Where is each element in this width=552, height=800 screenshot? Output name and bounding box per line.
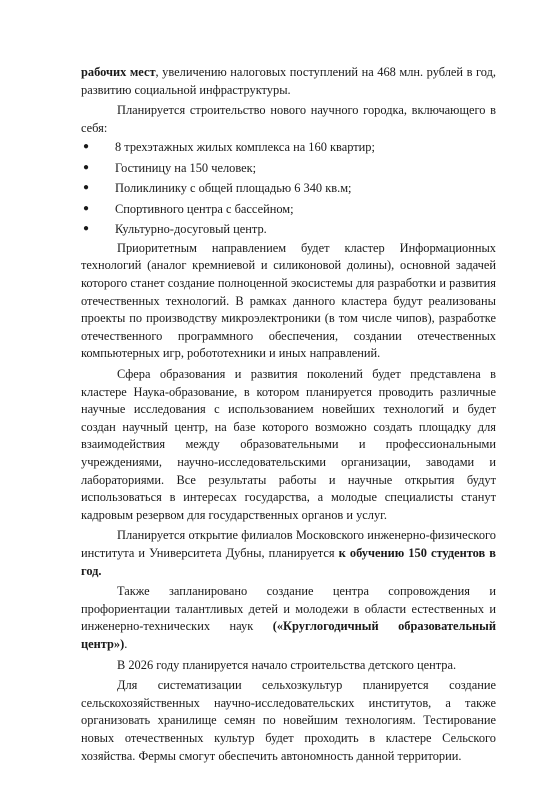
- facilities-list: [81, 137, 496, 240]
- bullet-icon: ●: [83, 223, 90, 235]
- paragraph-text: Также запланировано создание центра сопровождения и профориентации талантливых детей и молодежи в области естественных и инженерно-технических наук: [81, 584, 496, 634]
- list-item: ● Культурно-досуговый центр.: [81, 219, 496, 240]
- paragraph-talent-center: [81, 583, 496, 653]
- bullet-icon: ●: [83, 141, 90, 153]
- list-item: ● Гостиницу на 150 человек;: [81, 158, 496, 179]
- paragraph-children-center: В 2026 году планируется начало строительства детского центра.: [117, 657, 457, 672]
- paragraph-jobs: [81, 64, 496, 99]
- bold-phrase: рабочих мест: [81, 65, 156, 79]
- bold-phrase: к обучению 150 студентов в год.: [81, 545, 496, 578]
- paragraph-it-cluster: Приоритетным направлением будет кластер Информационных технологий (аналог кремниевой и силиконовой долины), основной задачей которого станет создание полноценной экосистемы для разработки и развития отечественных технологий. В рамках данного кластера будут реализованы проекты по производству микроэлектроники (в том числе чипов), разработке отечественного программного обеспечения, создании отечественных компьютерных игр, робототехники и иных направлений.: [81, 240, 496, 361]
- bullet-icon: ●: [83, 182, 90, 194]
- bullet-icon: ●: [83, 161, 90, 173]
- list-item: ● 8 трехэтажных жилых комплекса на 160 квартир;: [81, 137, 496, 158]
- paragraph-tail: .: [124, 636, 128, 651]
- paragraph-agriculture: Для систематизации сельхозкультур планируется создание сельскохозяйственных научно-исследовательских институтов, а также организовать хранилище семян по новейшим технологиям. Тестирование новых отечественных культур будет проходить в кластере Сельского хозяйства. Фермы смогут обеспечить автономность данной территории.: [81, 678, 496, 763]
- paragraph-text: , увеличению налоговых поступлений на 468 млн. рублей в год, развитию социальной инфраструктуры.: [81, 65, 497, 97]
- bold-phrase: («Круглогодичный образовательный центр»): [81, 619, 496, 651]
- paragraph-university-branches: [81, 527, 496, 580]
- list-item: ● Поликлинику с общей площадью 6 340 кв.м;: [81, 178, 496, 199]
- paragraph-science-town: Планируется строительство нового научного городка, включающего в себя:: [81, 103, 496, 135]
- list-item: ● Спортивного центра с бассейном;: [81, 199, 496, 220]
- bullet-icon: ●: [83, 202, 90, 214]
- paragraph-education-cluster: Сфера образования и развития поколений будет представлена в кластере Наука-образование, в котором планируется проводить различные научные исследования с использованием новейших технологий и будет создан научный центр, на базе которого возможно создать площадку для взаимодействия между образовательными и профессиональными учреждениями, научно-исследовательскими организации, заводами и лабораториями. Все результаты работы и научные открытия будут использоваться в интересах государства, а молодые специалисты станут кадровым резервом для государственных органов и услуг.: [81, 367, 496, 522]
- paragraph-text: Планируется открытие филиалов Московского инженерно-физического института и Университета Дубны, планируется: [81, 528, 496, 560]
